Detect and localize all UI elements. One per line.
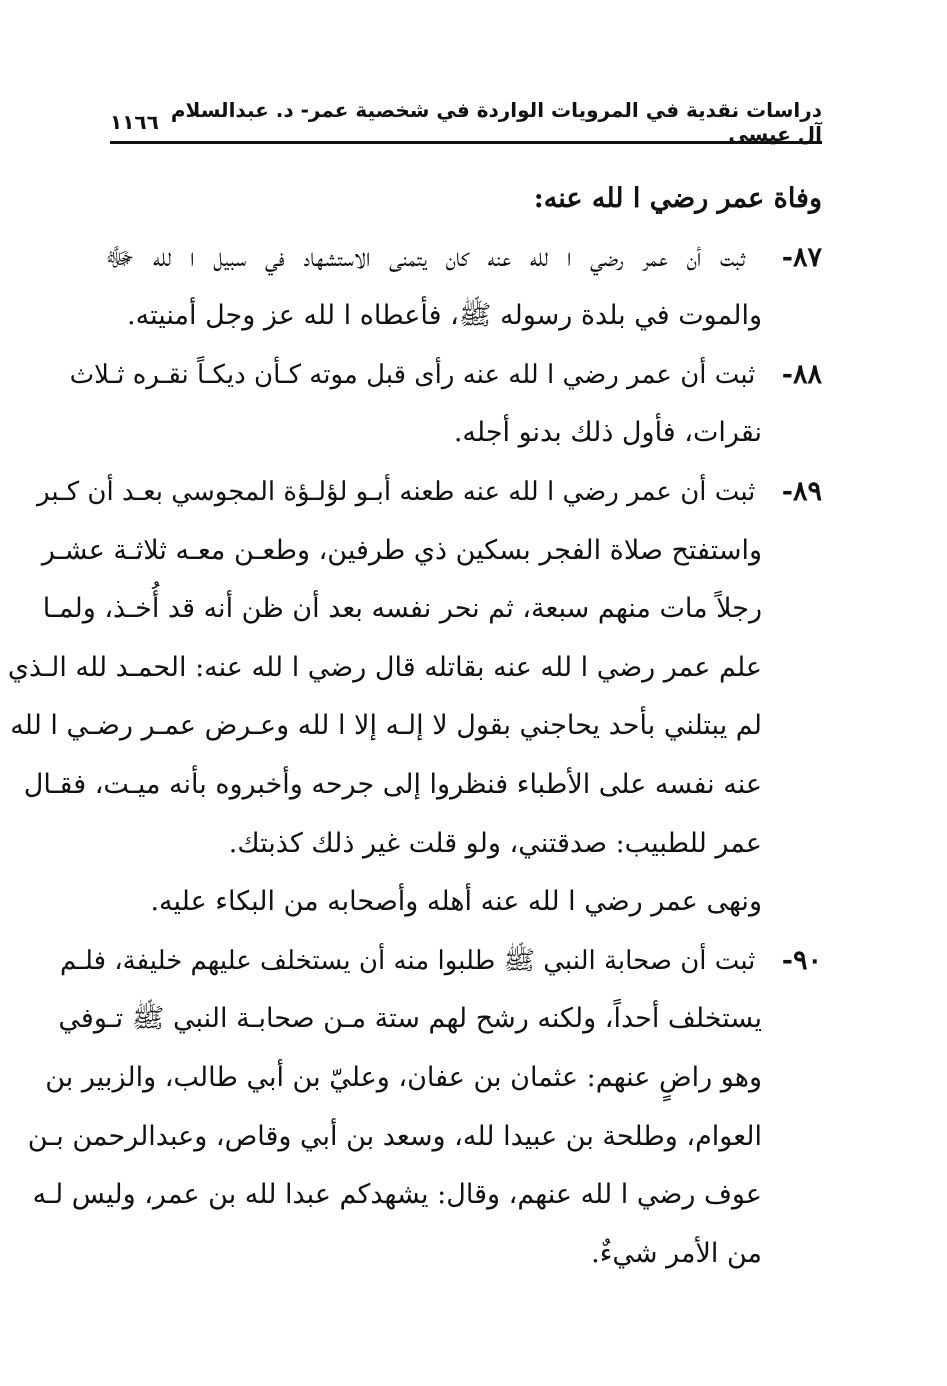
paragraph-text: ثبت أن صحابة النبي ﷺ طلبوا منه أن يستخلف عليهم خليفة، فلـم <box>60 945 756 976</box>
paragraph-line <box>105 229 822 288</box>
paragraph-line <box>36 463 822 522</box>
paragraph-line: نقرات، فأول ذلك بدنو أجله. <box>453 417 762 449</box>
paragraph-line <box>69 346 822 405</box>
paragraph-line: عمر للطبيب: صدقتني، ولو قلت غير ذلك كذبتك. <box>228 827 762 859</box>
paragraph-line: يستخلف أحداً، ولكنه رشح لهم ستة مـن صحابـة النبي ﷺ تـوفي <box>58 1003 762 1035</box>
paragraph-text: ثبت أن عمر رضي ا لله عنه طعنه أبـو لؤلـؤة المجوسي بعـد أن كـبر <box>36 476 756 507</box>
paragraph-text: ثبت أن عمر رضي ا لله عنه كان يتمنى الاستشهاد في سبيل ا لله ﷻ <box>105 242 745 273</box>
paragraph-line: العوام، وطلحة بن عبيدا لله، وسعد بن أبي وقاص، وعبدالرحمن بـن <box>27 1120 762 1152</box>
item-number: ٨٩- <box>781 475 822 507</box>
item-number: ٨٨- <box>781 358 822 390</box>
paragraph-line: من الأمر شيءٌ. <box>591 1237 762 1269</box>
header-title: دراسات نقدية في المرويات الواردة في شخصية عمر- د. عبدالسلام آل عيسى <box>170 98 822 146</box>
paragraph-line <box>60 932 822 991</box>
running-header <box>110 98 822 146</box>
paragraph-line: عنه نفسه على الأطباء فنظروا إلى جرحه وأخبروه بأنه ميـت، فقـال <box>23 768 762 800</box>
header-rule <box>110 141 822 144</box>
paragraph-line: رجلاً مات منهم سبعة، ثم نحر نفسه بعد أن ظن أنه قد أُخـذ، ولمـا <box>42 593 762 625</box>
paragraph-line: وهو راضٍ عنهم: عثمان بن عفان، وعليّ بن أبي طالب، والزبير بن <box>45 1061 762 1093</box>
paragraph-line: والموت في بلدة رسوله ﷺ، فأعطاه ا لله عز وجل أمنيته. <box>127 300 762 332</box>
page-number: ١١٦٦ <box>110 110 159 134</box>
paragraph-line: عوف رضي ا لله عنهم، وقال: يشهدكم عبدا لله بن عمر، وليس لـه <box>32 1179 762 1211</box>
item-number: ٩٠- <box>781 944 822 976</box>
paragraph-line: ونهى عمر رضي ا لله عنه أهله وأصحابه من البكاء عليه. <box>150 886 762 918</box>
paragraph-line: واستفتح صلاة الفجر بسكين ذي طرفين، وطعـن معـه ثلاثـة عشـر <box>41 534 762 566</box>
paragraph-text: ثبت أن عمر رضي ا لله عنه رأى قبل موته كـأن ديكـاً نقـره ثـلاث <box>69 359 756 390</box>
paragraph-line: علم عمر رضي ا لله عنه بقاتله قال رضي ا لله عنه: الحمـد لله الـذي <box>7 651 762 683</box>
item-number: ٨٧- <box>781 241 822 273</box>
section-title: وفاة عمر رضي ا لله عنه: <box>533 183 822 214</box>
page-body <box>7 170 822 1283</box>
paragraph-line: لم يبتلني بأحد يحاجني بقول لا إلـه إلا ا لله وعـرض عمـر رضـي ا لله <box>10 710 762 742</box>
